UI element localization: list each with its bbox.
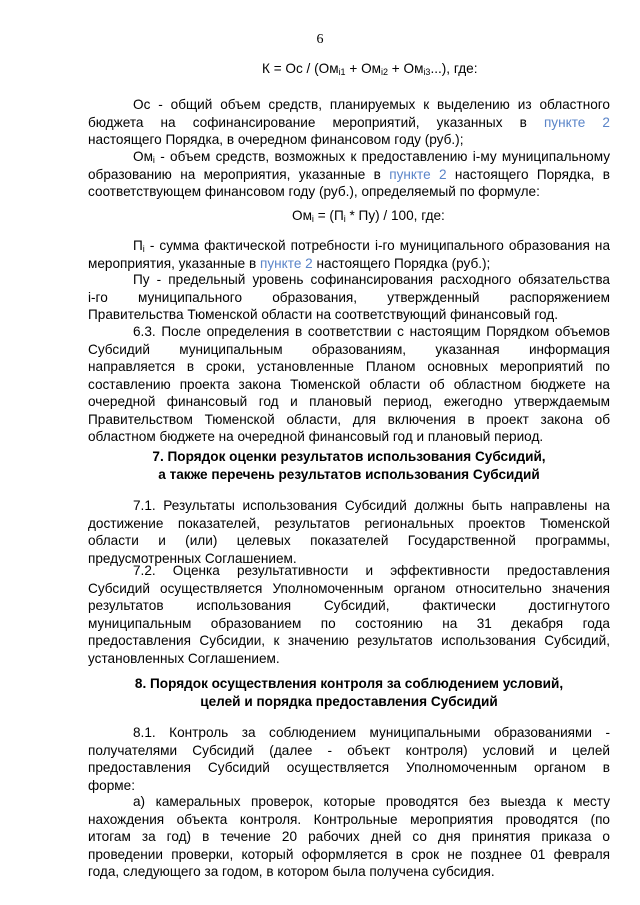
section-7-heading: 7. Порядок оценки результатов использования Субсидий, а также перечень результатов использования Субсидий (152, 449, 546, 482)
definition-os: Ос - общий объем средств, планируемых к выделению из областного бюджета на софинансирование мероприятий, указанных в пункте 2 настоящего Порядка, в очередном финансовом году (руб.); (88, 97, 610, 147)
definition-pu: Пу - предельный уровень софинансирования расходного обязательства i-го муниципального образования, утвержденный распоряжением Правительства Тюменской области на соответствующий финансовый год. (88, 272, 610, 322)
paragraph-8-1: 8.1. Контроль за соблюдением муниципальными образованиями - получателями Субсидий (далее - объект контроля) условий и целей предоставления Субсидий осуществляется Уполномоченным органом в форме: (88, 725, 610, 793)
paragraph-6-3: 6.3. После определения в соответствии с настоящим Порядком объемов Субсидий муниципальным образованиям, указанная информация направляется в сроки, установленные Планом основных мероприятий по составлению проекта закона Тюменской области об областном бюджете на очередной финансовый год и плановый период, ежегодно утверждаемым Правительством Тюменской области, для включения в проект закона об областном бюджете на очередной финансовый год и плановый период. (88, 324, 610, 444)
paragraph-a: а) камеральных проверок, которые проводятся без выезда к месту нахождения объекта контроля. Контрольные мероприятия проводятся (по итогам за год) в течение 20 рабочих дней со дня принятия приказа о проведении проверки, который оформляется в срок не позднее 01 февраля года, следующего за годом, в котором была получена субсидия. (88, 794, 610, 879)
formula-k: К = Ос / $(Ом_{i1} + Ом_{i2} + Ом_{i3}...)$, где: (262, 61, 478, 77)
link-punkt-2[interactable]: пункте 2 (260, 255, 313, 271)
definition-om: $Ом_i$ - объем средств, возможных к предоставлению i-му муниципальному образованию на мероприятия, указанные в пункте 2 настоящего Порядка, в соответствующем финансовом году (руб.), определяемый по формуле: (88, 149, 610, 199)
paragraph-7-1: 7.1. Результаты использования Субсидий должны быть направлены на достижение показателей, результатов региональных проектов Тюменской области и (или) целевых показателей Государственной программы, предусмотренных Соглашением. (88, 498, 610, 566)
section-8-heading: 8. Порядок осуществления контроля за соблюдением условий, целей и порядка предоставления Субсидий (134, 676, 564, 709)
definition-p: $П_i$ - сумма фактической потребности i-го муниципального образования на мероприятия, указанные в пункте 2 настоящего Порядка (руб.); (88, 238, 610, 271)
page-number: 6 (316, 32, 324, 47)
link-punkt-2[interactable]: пункте 2 (543, 114, 610, 130)
paragraph-7-2: 7.2. Оценка результативности и эффективности предоставления Субсидий осуществляется Уполномоченным органом относительно значения результатов использования Субсидий, фактически достигнутого муниципальным образованием по состоянию на 31 декабря года предоставления Субсидии, к значению результатов использования Субсидий, установленных Соглашением. (88, 563, 610, 666)
link-punkt-2[interactable]: пункте 2 (389, 166, 447, 182)
formula-om: $Ом_i = (П_i * Пу) / 100$, где: (292, 208, 445, 224)
